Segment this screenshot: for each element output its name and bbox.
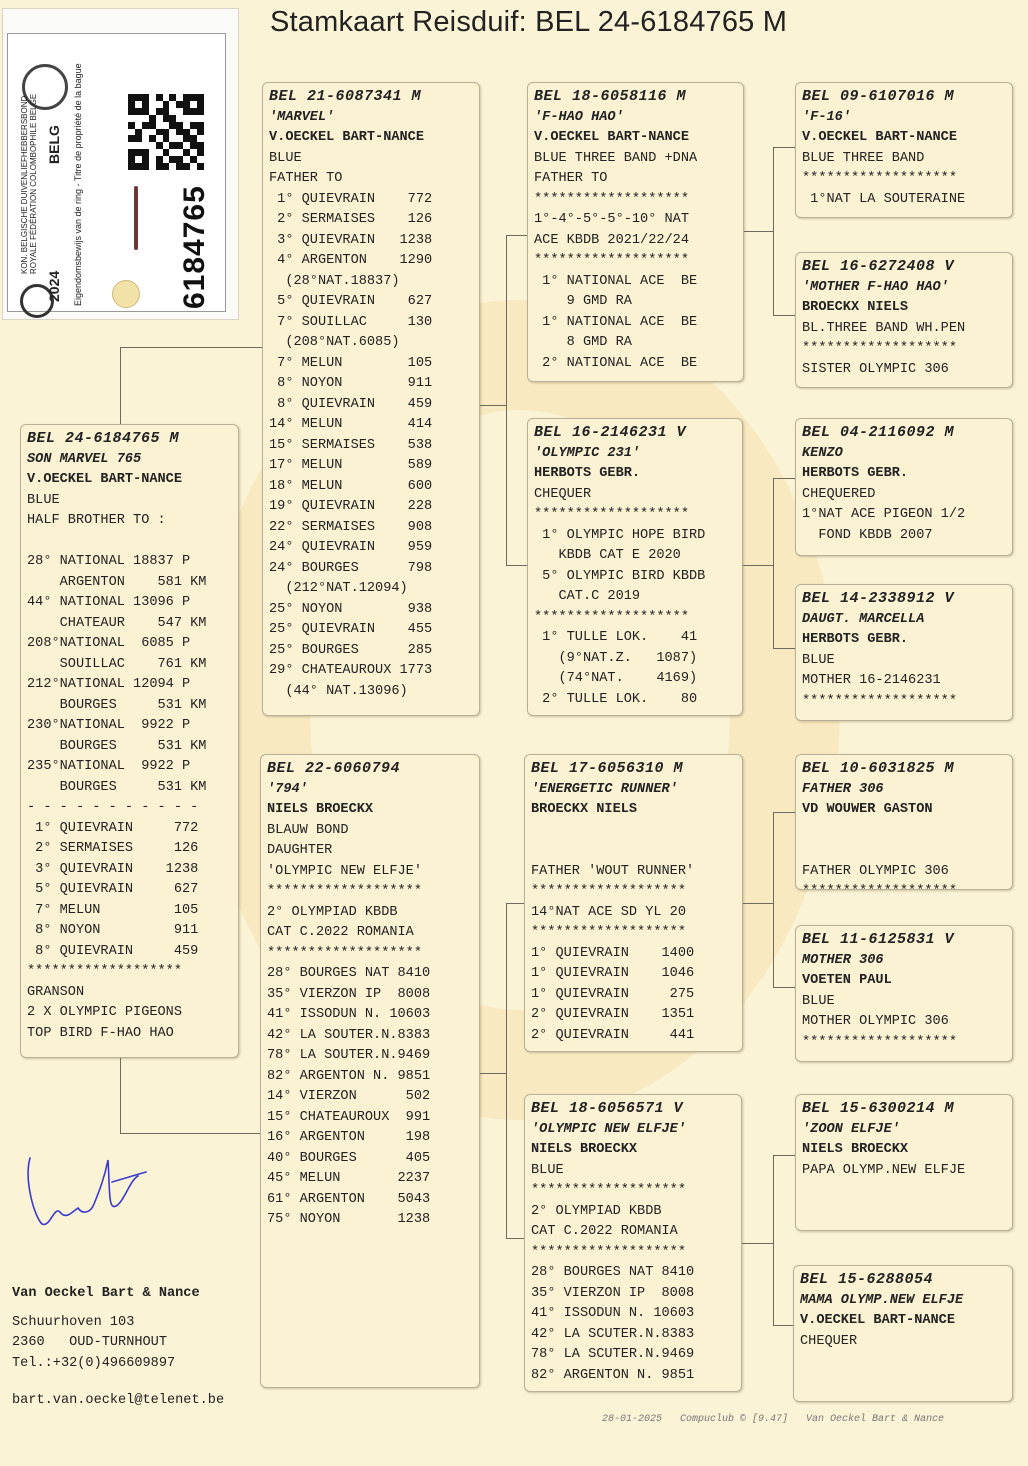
great-grandparent-card-6 [795, 925, 1013, 1062]
pigeon-note-line: 16° ARGENTON 198 [267, 1130, 431, 1145]
pigeon-note-line: ******************* [802, 171, 957, 186]
connector [773, 478, 795, 479]
pigeon-note-line: 3° QUIEVRAIN 1238 [269, 232, 433, 248]
pigeon-ring-number: BEL 09-6107016 M [802, 88, 955, 105]
pigeon-note-line: ******************* [531, 884, 686, 899]
pigeon-note-line: 35° VIERZON IP 8008 [531, 1285, 695, 1301]
pigeon-note-line: FATHER TO [269, 171, 343, 186]
pigeon-color [802, 821, 1006, 842]
pigeon-note-line: 1° QUIEVRAIN 772 [269, 191, 433, 207]
pigeon-note-line: (9°NAT.Z. 1087) [534, 650, 698, 666]
pigeon-note-line: 3° QUIEVRAIN 1238 [27, 861, 199, 877]
pigeon-color: BLUE [27, 492, 60, 508]
ring-card [2, 8, 239, 320]
pigeon-ring-number: BEL 15-6288054 [800, 1271, 934, 1288]
pigeon-note-line: ******************* [534, 507, 689, 522]
pigeon-note-line: 7° MELUN 105 [269, 355, 433, 371]
pigeon-note-line: ACE KBDB 2021/22/24 [534, 232, 689, 248]
pigeon-note-line: 2° QUIEVRAIN 441 [531, 1027, 695, 1043]
pigeon-note-line: ******************* [267, 884, 422, 899]
connector [120, 1057, 121, 1133]
pigeon-note-line: 212°NATIONAL 12094 P [27, 677, 191, 692]
pigeon-note-line: 8 GMD RA [534, 335, 632, 350]
pigeon-note-line: 2° OLYMPIAD KBDB [531, 1203, 662, 1219]
ring-card-year-box [46, 271, 64, 302]
pigeon-note-line: 1°NAT LA SOUTERAINE [802, 191, 966, 207]
grandfather-maternal-card [524, 754, 743, 1052]
mother-card [260, 754, 480, 1388]
great-grandparent-card-5 [795, 754, 1013, 899]
pigeon-name: 'F-16' [802, 109, 851, 125]
connector [506, 903, 526, 904]
connector [506, 235, 528, 236]
pigeon-note-line: 8° QUIEVRAIN 459 [269, 396, 433, 412]
pigeon-ring-number: BEL 15-6300214 M [802, 1100, 955, 1117]
owner-street: Schuurhoven 103 [12, 1314, 135, 1330]
pigeon-name: 'ZOON ELFJE' [802, 1121, 900, 1137]
pigeon-note-line: CHATEAUR 547 KM [27, 615, 207, 631]
pigeon-breeder: BROECKX NIELS [802, 300, 909, 315]
connector [773, 1325, 795, 1326]
pigeon-breeder: NIELS BROECKX [267, 802, 374, 817]
pigeon-note-line: 18° MELUN 600 [269, 478, 433, 494]
subject-pigeon-card [20, 424, 239, 1058]
ring-country: BELG [46, 125, 62, 164]
pigeon-name: FATHER 306 [802, 781, 884, 797]
pigeon-breeder: V.OECKEL BART-NANCE [534, 130, 689, 145]
connector [506, 235, 507, 565]
pigeon-note-line: ******************* [531, 925, 686, 940]
pigeon-note-line: 8° NOYON 911 [27, 923, 199, 938]
pigeon-note-line: 235°NATIONAL 9922 P [27, 759, 191, 774]
footer-credit: 28-01-2025 Compuclub © [9.47] Van Oeckel Bart & Nance [602, 1414, 945, 1425]
pigeon-note-line: 25° NOYON 938 [269, 601, 433, 617]
pigeon-note-line: 75° NOYON 1238 [267, 1212, 431, 1227]
connector [742, 231, 773, 232]
father-card [262, 82, 480, 716]
pigeon-color: BLUE [269, 150, 302, 166]
pigeon-note-line: 230°NATIONAL 9922 P [27, 718, 191, 733]
pigeon-color: BLUE THREE BAND +DNA [534, 150, 698, 166]
pigeon-note-line: 2° OLYMPIAD KBDB [267, 904, 398, 920]
pigeon-note-line: KBDB CAT E 2020 [534, 548, 681, 563]
pigeon-note-line: 1° QUIEVRAIN 772 [27, 820, 199, 836]
pigeon-note-line: - - - - - - - - - - - [27, 800, 199, 815]
pigeon-ring-number: BEL 22-6060794 [267, 760, 401, 777]
pigeon-color: BLUE [531, 1162, 564, 1178]
great-grandparent-card-8 [793, 1265, 1013, 1402]
pigeon-note-line: 1° NATIONAL ACE BE [534, 273, 698, 289]
great-grandparent-card-2 [795, 252, 1013, 388]
pigeon-note-line: 24° BOURGES 798 [269, 560, 433, 576]
pigeon-note-line: ******************* [27, 964, 182, 979]
ring-card-org-line1: KON. BELGISCHE DUIVENLIEFHEBBERSBOND [20, 95, 29, 274]
pigeon-breeder: VD WOUWER GASTON [802, 802, 933, 817]
connector [480, 1073, 506, 1074]
pigeon-note-line [531, 841, 736, 862]
pigeon-breeder: HERBOTS GEBR. [802, 632, 909, 647]
connector [773, 147, 774, 315]
connector [773, 147, 795, 148]
pigeon-note-line: ******************* [802, 1034, 957, 1050]
pigeon-note-line: HALF BROTHER TO : [27, 513, 166, 528]
connector [773, 648, 795, 649]
pigeon-note-line: CAT C.2022 ROMANIA [267, 925, 414, 940]
pigeon-note-line: 8° NOYON 911 [269, 376, 433, 391]
great-grandparent-card-7 [795, 1094, 1013, 1231]
connector [773, 1155, 795, 1156]
pigeon-note-line: ******************* [267, 945, 422, 961]
pigeon-color [531, 821, 736, 842]
pigeon-note-line: BOURGES 531 KM [27, 697, 207, 713]
pigeon-note-line: 1° QUIEVRAIN 1046 [531, 966, 695, 981]
owner-email: bart.van.oeckel@telenet.be [12, 1393, 225, 1408]
connector [742, 565, 773, 566]
pigeon-breeder: BROECKX NIELS [531, 802, 638, 817]
pigeon-note-line: 42° LA SCUTER.N.8383 [531, 1326, 695, 1342]
pigeon-note-line: 24° QUIEVRAIN 959 [269, 540, 433, 555]
pigeon-note-line: FOND KBDB 2007 [802, 527, 933, 543]
pigeon-note-line: SOUILLAC 761 KM [27, 656, 207, 672]
owner-phone: Tel.:+32(0)496609897 [12, 1355, 176, 1371]
pigeon-note-line: CAT.C 2019 [534, 589, 641, 604]
connector [773, 1155, 774, 1325]
qr-code [128, 94, 204, 170]
connector [120, 347, 262, 348]
pigeon-ring-number: BEL 17-6056310 M [531, 760, 684, 777]
connector [120, 1133, 262, 1134]
pigeon-note-line: 45° MELUN 2237 [267, 1171, 431, 1186]
pigeon-color: BLUE [802, 652, 835, 668]
pigeon-note-line: 9 GMD RA [534, 294, 632, 309]
pigeon-ring-number: BEL 11-6125831 V [802, 931, 955, 948]
pigeon-note-line [802, 841, 1006, 862]
ring-card-number: 6184765 [178, 185, 211, 309]
pigeon-note-line: 22° SERMAISES 908 [269, 519, 433, 535]
pigeon-note-line: 2° SERMAISES 126 [27, 841, 199, 856]
pigeon-color: PAPA OLYMP.NEW ELFJE [802, 1162, 966, 1178]
connector [480, 405, 506, 406]
pigeon-note-line: 29° CHATEAUROUX 1773 [269, 663, 433, 678]
pigeon-breeder: HERBOTS GEBR. [802, 466, 909, 481]
pigeon-breeder: V.OECKEL BART-NANCE [269, 130, 424, 145]
pigeon-name: MAMA OLYMP.NEW ELFJE [800, 1292, 964, 1308]
connector [773, 478, 774, 648]
connector [773, 315, 795, 316]
pigeon-note-line: ******************* [802, 693, 957, 709]
pigeon-note-line: 78° LA SOUTER.N.9469 [267, 1048, 431, 1063]
connector [773, 812, 795, 813]
connector [742, 903, 773, 904]
connector [773, 987, 795, 988]
pigeon-note-line: ******************* [531, 1183, 686, 1198]
pigeon-note-line: CAT C.2022 ROMANIA [531, 1224, 678, 1239]
pigeon-note-line: ******************* [534, 253, 689, 268]
pigeon-note-line: 61° ARGENTON 5043 [267, 1191, 431, 1207]
pigeon-name: '794' [267, 781, 308, 797]
pigeon-ring-number: BEL 04-2116092 M [802, 424, 955, 441]
ring-hole [112, 280, 140, 308]
ring-card-org-line2: ROYALE FÉDÉRATION COLOMBOPHILE BELGE [29, 93, 38, 274]
pigeon-note-line: 41° ISSODUN N. 10603 [531, 1306, 695, 1321]
pigeon-breeder: NIELS BROECKX [802, 1142, 909, 1157]
pigeon-note-line: 35° VIERZON IP 8008 [267, 986, 431, 1002]
pigeon-note-line: 1° QUIEVRAIN 275 [531, 986, 695, 1002]
pigeon-note-line: 5° QUIEVRAIN 627 [269, 294, 433, 309]
pigeon-color: CHEQUER [800, 1333, 858, 1349]
pigeon-breeder: NIELS BROECKX [531, 1142, 638, 1157]
signature-image [20, 1150, 160, 1240]
pigeon-note-line: 82° ARGENTON N. 9851 [531, 1367, 695, 1383]
great-grandparent-card-3 [795, 418, 1013, 556]
pigeon-note-line: ARGENTON 581 KM [27, 574, 207, 590]
pigeon-note-line: MOTHER 16-2146231 [802, 673, 941, 688]
pigeon-note-line: FATHER 'WOUT RUNNER' [531, 863, 695, 879]
pigeon-note-line: 2 X OLYMPIC PIGEONS [27, 1005, 182, 1020]
pigeon-note-line: 82° ARGENTON N. 9851 [267, 1068, 431, 1084]
pigeon-note-line: SISTER OLYMPIC 306 [802, 361, 949, 377]
pigeon-note-line: 2° SERMAISES 126 [269, 212, 433, 227]
pigeon-note-line: 28° BOURGES NAT 8410 [267, 966, 431, 981]
pigeon-name: 'F-HAO HAO' [534, 109, 624, 125]
connector [773, 812, 774, 987]
owner-name: Van Oeckel Bart & Nance [12, 1286, 200, 1301]
pigeon-note-line: 15° SERMAISES 538 [269, 437, 433, 453]
pigeon-note-line: 1° TULLE LOK. 41 [534, 630, 698, 645]
pigeon-note-line [27, 532, 232, 553]
pigeon-note-line: 7° MELUN 105 [27, 902, 199, 918]
pigeon-note-line: 14° VIERZON 502 [267, 1089, 431, 1104]
pigeon-note-line: 4° ARGENTON 1290 [269, 253, 433, 268]
pigeon-name: KENZO [802, 445, 843, 461]
pigeon-note-line: (28°NAT.18837) [269, 273, 400, 289]
pigeon-note-line: MOTHER OLYMPIC 306 [802, 1014, 949, 1029]
pigeon-note-line: 2° NATIONAL ACE BE [534, 355, 698, 371]
pigeon-ring-number: BEL 16-6272408 V [802, 258, 955, 275]
pigeon-note-line: BOURGES 531 KM [27, 738, 207, 754]
connector [506, 565, 528, 566]
pigeon-note-line: 8° QUIEVRAIN 459 [27, 943, 199, 959]
pigeon-note-line: 42° LA SOUTER.N.8383 [267, 1027, 431, 1043]
pigeon-note-line: ******************* [534, 609, 689, 625]
owner-city: 2360 OUD-TURNHOUT [12, 1335, 167, 1350]
pigeon-note-line: 44° NATIONAL 13096 P [27, 595, 191, 610]
pigeon-color: BL.THREE BAND WH.PEN [802, 320, 966, 336]
ring-card-ownership-box [68, 63, 86, 306]
pigeon-ring-number: BEL 24-6184765 M [27, 430, 180, 447]
grandmother-maternal-card [524, 1094, 742, 1392]
pigeon-ring-number: BEL 14-2338912 V [802, 590, 955, 607]
pigeon-note-line: 41° ISSODUN N. 10603 [267, 1007, 431, 1022]
pigeon-note-line: (74°NAT. 4169) [534, 671, 698, 686]
pigeon-note-line: 78° LA SCUTER.N.9469 [531, 1347, 695, 1362]
pigeon-note-line: 'OLYMPIC NEW ELFJE' [267, 863, 422, 879]
great-grandparent-card-1 [795, 82, 1013, 218]
pigeon-name: 'ENERGETIC RUNNER' [531, 781, 678, 797]
ring-ownership-text: Eigendomsbewijs van de ring - Titre de propriété de la bague [73, 63, 83, 306]
pigeon-color: CHEQUERED [802, 486, 876, 502]
pigeon-note-line: 19° QUIEVRAIN 228 [269, 499, 433, 514]
grandmother-paternal-card [527, 418, 743, 716]
ring-year: 2024 [46, 270, 62, 302]
pigeon-note-line: ******************* [802, 341, 957, 356]
pigeon-note-line: 1° QUIEVRAIN 1400 [531, 945, 695, 961]
pigeon-breeder: V.OECKEL BART-NANCE [27, 472, 182, 487]
pigeon-name: 'MARVEL' [269, 109, 335, 125]
great-grandparent-card-4 [795, 584, 1013, 721]
pigeon-note-line: 14°NAT ACE SD YL 20 [531, 904, 686, 920]
connector [506, 1238, 526, 1239]
ring-card-country-box [46, 125, 64, 164]
pigeon-note-line: GRANSON [27, 984, 85, 1000]
ring-card-org [20, 94, 38, 274]
pigeon-color: CHEQUER [534, 486, 592, 502]
pigeon-note-line: 28° NATIONAL 18837 P [27, 554, 191, 569]
connector [742, 1243, 773, 1244]
pigeon-note-line: 5° OLYMPIC BIRD KBDB [534, 568, 706, 584]
pigeon-note-line: 1° OLYMPIC HOPE BIRD [534, 527, 706, 543]
pigeon-note-line: 2° QUIEVRAIN 1351 [531, 1007, 695, 1022]
pigeon-note-line: ******************* [802, 884, 957, 899]
pigeon-ring-number: BEL 18-6058116 M [534, 88, 687, 105]
pigeon-color: BLUE [802, 993, 835, 1009]
pigeon-name: DAUGT. MARCELLA [802, 611, 925, 627]
pigeon-note-line: TOP BIRD F-HAO HAO [27, 1025, 174, 1041]
pigeon-color: BLAUW BOND [267, 822, 349, 838]
pigeon-breeder: HERBOTS GEBR. [534, 466, 641, 481]
ring-card-inner [7, 33, 226, 312]
pigeon-ring-number: BEL 10-6031825 M [802, 760, 955, 777]
owner-block [12, 1284, 200, 1374]
ring-slot [134, 186, 138, 250]
pigeon-ring-number: BEL 16-2146231 V [534, 424, 687, 441]
pigeon-breeder: V.OECKEL BART-NANCE [800, 1313, 955, 1328]
pigeon-note-line: ******************* [531, 1244, 686, 1260]
connector [506, 903, 507, 1238]
pigeon-note-line: 5° QUIEVRAIN 627 [27, 882, 199, 897]
grandfather-paternal-card [527, 82, 744, 382]
pigeon-note-line: FATHER OLYMPIC 306 [802, 863, 949, 879]
pigeon-note-line: (208°NAT.6085) [269, 335, 400, 350]
pigeon-name: 'OLYMPIC 231' [534, 445, 641, 461]
pigeon-note-line: 15° CHATEAUROUX 991 [267, 1109, 431, 1125]
pigeon-note-line: 208°NATIONAL 6085 P [27, 636, 191, 651]
pigeon-note-line: DAUGHTER [267, 843, 333, 858]
pigeon-note-line: 2° TULLE LOK. 80 [534, 691, 698, 707]
pigeon-name: 'OLYMPIC NEW ELFJE' [531, 1121, 686, 1137]
pigeon-note-line: 28° BOURGES NAT 8410 [531, 1265, 695, 1280]
pigeon-note-line: 1° NATIONAL ACE BE [534, 314, 698, 330]
pigeon-note-line: 17° MELUN 589 [269, 458, 433, 473]
pigeon-breeder: VOETEN PAUL [802, 973, 892, 988]
page-title: Stamkaart Reisduif: BEL 24-6184765 M [270, 6, 788, 38]
pigeon-note-line: (212°NAT.12094) [269, 581, 408, 596]
pigeon-note-line: BOURGES 531 KM [27, 779, 207, 795]
pigeon-breeder: V.OECKEL BART-NANCE [802, 130, 957, 145]
pigeon-note-line: 25° QUIEVRAIN 455 [269, 622, 433, 637]
pigeon-note-line: (44° NAT.13096) [269, 683, 408, 699]
pigeon-note-line: 1°NAT ACE PIGEON 1/2 [802, 507, 966, 522]
pigeon-note-line: 1°-4°-5°-5°-10° NAT [534, 212, 689, 227]
pigeon-note-line: 14° MELUN 414 [269, 417, 433, 432]
pigeon-name: SON MARVEL 765 [27, 451, 142, 467]
pigeon-note-line: FATHER TO [534, 171, 608, 186]
pigeon-name: 'MOTHER F-HAO HAO' [802, 279, 949, 295]
pigeon-color: BLUE THREE BAND [802, 150, 925, 166]
pigeon-note-line: 25° BOURGES 285 [269, 642, 433, 658]
pigeon-note-line: 7° SOUILLAC 130 [269, 314, 433, 330]
pigeon-ring-number: BEL 21-6087341 M [269, 88, 422, 105]
pigeon-ring-number: BEL 18-6056571 V [531, 1100, 684, 1117]
pigeon-name: MOTHER 306 [802, 952, 884, 968]
pigeon-note-line: ******************* [534, 191, 689, 207]
connector [120, 347, 121, 425]
pigeon-note-line: 40° BOURGES 405 [267, 1150, 431, 1166]
